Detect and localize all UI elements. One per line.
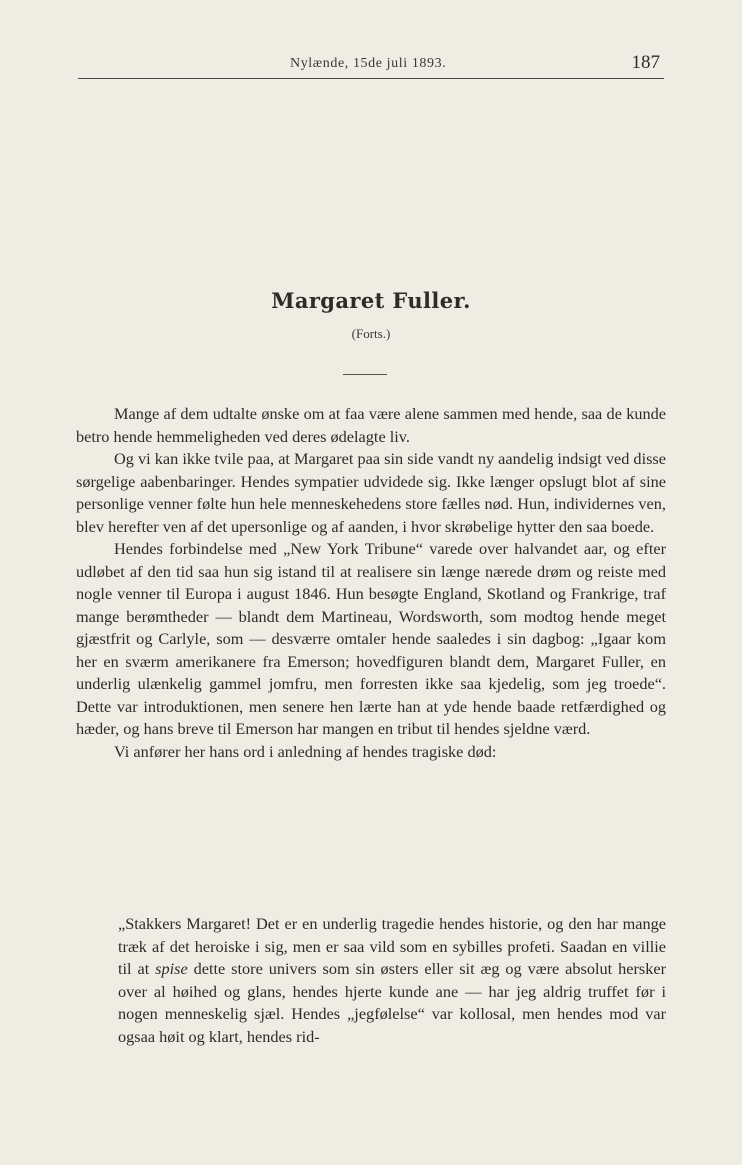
- article-subtitle: (Forts.): [351, 326, 391, 341]
- page-number: 187: [631, 52, 660, 73]
- block-quote: [118, 913, 666, 1048]
- paragraph: Vi anfører her hans ord i anledning af hendes tragiske død:: [114, 741, 497, 761]
- paragraph: Mange af dem udtalte ønske om at faa være alene sammen med hende, saa de kunde betro hende hemmeligheden ved deres ødelagte liv.: [76, 404, 666, 446]
- quote-text-before: „Stakkers Margaret! Det er en underlig tragedie hendes historie, og den har mange træk af det heroiske i sig, men er saa vild som en sybilles profeti. Saadan en villie til at: [118, 914, 666, 978]
- paragraph: Og vi kan ikke tvile paa, at Margaret paa sin side vandt ny aandelig indsigt ved disse sørgelige aabenbaringer. Hendes sympatier udvidede sig. Ikke længer opslugt blot af sine personlige venner følte hun hele menneskehedens store fælles nød. Hun, individernes ven, blev herefter ven af det upersonlige og af aanden, i hvor skrøbelige hytter den saa boede.: [76, 449, 666, 536]
- title-divider: [343, 374, 387, 375]
- article-title: Margaret Fuller.: [271, 288, 471, 313]
- article-body: [76, 403, 666, 763]
- paragraph: Hendes forbindelse med „New York Tribune“ varede over halvandet aar, og efter udløbet af den tid saa hun sig istand til at realisere sin længe nærede drøm og reiste med nogle venner til Europa i august 1846. Hun besøgte England, Skotland og Frankrige, traf mange berømtheder — blandt dem Martineau, Wordsworth, som modtog hende meget gjæstfrit og Carlyle, som — desværre omtaler hende saaledes i sin dagbog: „Igaar kom her en sværm amerikanere fra Emerson; hovedfiguren blandt dem, Margaret Fuller, en underlig ulænkelig gammel jomfru, men forresten ikke saa kjedelig, som jeg troede“. Dette var introduktionen, men senere hen lærte han at yde hende baade retfærdighed og hæder, og hans breve til Emerson har mangen en tribut til hendes sjeldne værd.: [76, 539, 666, 738]
- page-header: [78, 52, 664, 79]
- quote-emphasis: spise: [155, 959, 188, 978]
- running-head: Nylænde, 15de juli 1893.: [290, 56, 447, 71]
- quote-paragraph: [118, 913, 666, 1048]
- quote-text-after: dette store univers som sin østers eller sit æg og være absolut hersker over al høihed og glans, hendes hjerte kunde ane — har jeg aldrig truffet før i nogen menneskelig sjæl. Hendes „jegfølelse“ var kollosal, men hendes mod var ogsaa høit og klart, hendes rid-: [118, 959, 666, 1046]
